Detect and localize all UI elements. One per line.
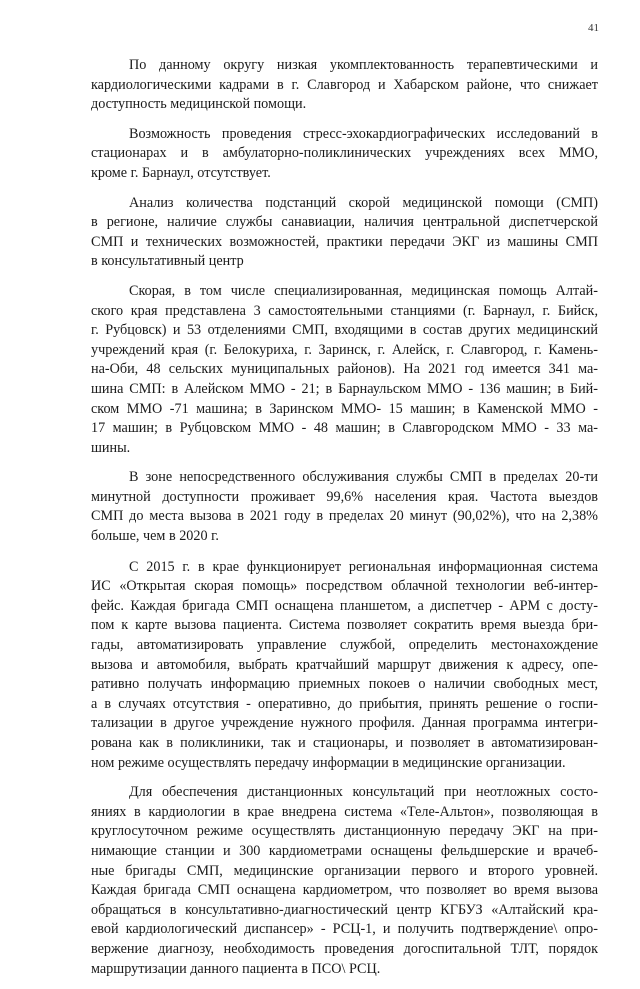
paragraph xyxy=(91,125,598,184)
text-line: нимающие станции и 300 кардиометрами оснащены фельдшерские и врачеб- xyxy=(91,842,598,859)
paragraph xyxy=(91,56,598,115)
text-line: ИС «Открытая скорая помощь» посредством облачной технологии веб-интер- xyxy=(91,578,598,595)
text-line: маршрутизации данного пациента в ПСО\ РСЦ. xyxy=(91,960,381,977)
text-line: гады, автоматизировать управление службой, определить местонахождение xyxy=(91,637,598,654)
text-line: евой кардиологический диспансер» - РСЦ-1, и получить подтверждение\ опро- xyxy=(91,921,598,938)
text-line: шины. xyxy=(91,439,131,456)
text-line: ративно получать информацию приемных покоев о наличии свободных мест, xyxy=(91,676,598,693)
text-line: в регионе, наличие службы санавиации, наличия центральной диспетчерской xyxy=(91,214,598,231)
text-line: рована как в поликлиники, так и стационары, и позволяет в автоматизирован- xyxy=(91,735,598,751)
text-line: В зоне непосредственного обслуживания службы СМП в пределах 20-ти xyxy=(129,469,598,486)
text-line: Возможность проведения стресс-эхокардиографических исследований в xyxy=(129,125,598,142)
text-line: минутной доступности проживает 99,6% населения края. Частота выездов xyxy=(91,488,598,505)
text-line: вызова и автомобиля, выбрать кратчайший маршрут движения к адресу, опе- xyxy=(91,656,598,673)
text-line: ные бригады СМП, медицинские организации первого и второго уровней. xyxy=(91,862,598,879)
text-line: в консультативный центр xyxy=(91,253,244,270)
text-line: Для обеспечения дистанционных консультаций при неотложных состо- xyxy=(129,784,598,801)
text-line: ского края представлена 3 самостоятельными станциями (г. Барнаул, г. Бийск, xyxy=(91,302,598,319)
text-line: кардиологическими кадрами в г. Славгород и Хабарском районе, что снижает xyxy=(91,76,598,93)
text-line: учреждений края (г. Белокуриха, г. Заринск, г. Алейск, г. Славгород, г. Камень- xyxy=(91,341,598,358)
text-line: вержение диагнозу, необходимость проведения догоспитальной ТЛТ, порядок xyxy=(91,940,598,957)
text-line: тализации в другое учреждение нужного профиля. Данная программа интегри- xyxy=(91,715,598,732)
paragraph xyxy=(91,194,598,272)
text-line: СМП и технических возможностей, практики передачи ЭКГ из машины СМП xyxy=(91,233,598,250)
text-line: фейс. Каждая бригада СМП оснащена планшетом, а диспетчер - АРМ с досту- xyxy=(91,597,598,614)
text-line: С 2015 г. в крае функционирует региональная информационная система xyxy=(129,558,598,575)
text-line: обращаться в консультативно-диагностический центр КГБУЗ «Алтайский кра- xyxy=(91,901,598,918)
paragraph xyxy=(91,468,598,546)
text-line: доступность медицинской помощи. xyxy=(91,96,307,113)
document-body xyxy=(91,56,598,989)
text-line: стационарах и в амбулаторно-поликлинических учреждениях всех ММО, xyxy=(91,145,598,162)
text-line: пом к карте вызова пациента. Система позволяет сократить время выезда бри- xyxy=(91,617,598,634)
text-line: Скорая, в том числе специализированная, медицинская помощь Алтай- xyxy=(129,282,598,299)
text-line: СМП до места вызова в 2021 году в пределах 20 минут (90,02%), что на 2,38% xyxy=(91,508,598,525)
text-line: яниях в кардиологии в крае внедрена система «Теле-Альтон», позволяющая в xyxy=(91,803,598,820)
text-line: больше, чем в 2020 г. xyxy=(91,528,219,545)
paragraph xyxy=(91,783,598,979)
text-line: а в случаях отсутствия - оперативно, до прибытия, принять решение о госпи- xyxy=(91,695,598,712)
text-line: на-Оби, 48 сельских муниципальных районов). На 2021 год имеется 341 ма- xyxy=(91,361,598,378)
text-line: Каждая бригада СМП оснащена кардиометром, что позволяет во время вызова xyxy=(91,882,598,899)
text-line: круглосуточном режиме осуществлять дистанционную передачу ЭКГ на при- xyxy=(91,823,598,840)
text-line: ном режиме осуществлять передачу информации в медицинские организации. xyxy=(91,754,566,771)
page-number: 41 xyxy=(588,22,599,34)
paragraph xyxy=(91,558,598,774)
text-line: ском ММО -71 машина; в Заринском ММО- 15 машин; в Каменской ММО - xyxy=(91,400,598,417)
text-line: Анализ количества подстанций скорой медицинской помощи (СМП) xyxy=(129,194,598,211)
text-line: шина СМП: в Алейском ММО - 21; в Барнаульском ММО - 136 машин; в Бий- xyxy=(91,380,598,397)
text-line: кроме г. Барнаул, отсутствует. xyxy=(91,164,271,181)
text-line: 17 машин; в Рубцовском ММО - 48 машин; в Славгородском ММО - 33 ма- xyxy=(91,420,598,437)
text-line: По данному округу низкая укомплектованность терапевтическими и xyxy=(129,57,598,73)
text-line: г. Рубцовск) и 53 отделениями СМП, входящими в состав других медицинский xyxy=(91,322,598,339)
paragraph xyxy=(91,282,598,458)
